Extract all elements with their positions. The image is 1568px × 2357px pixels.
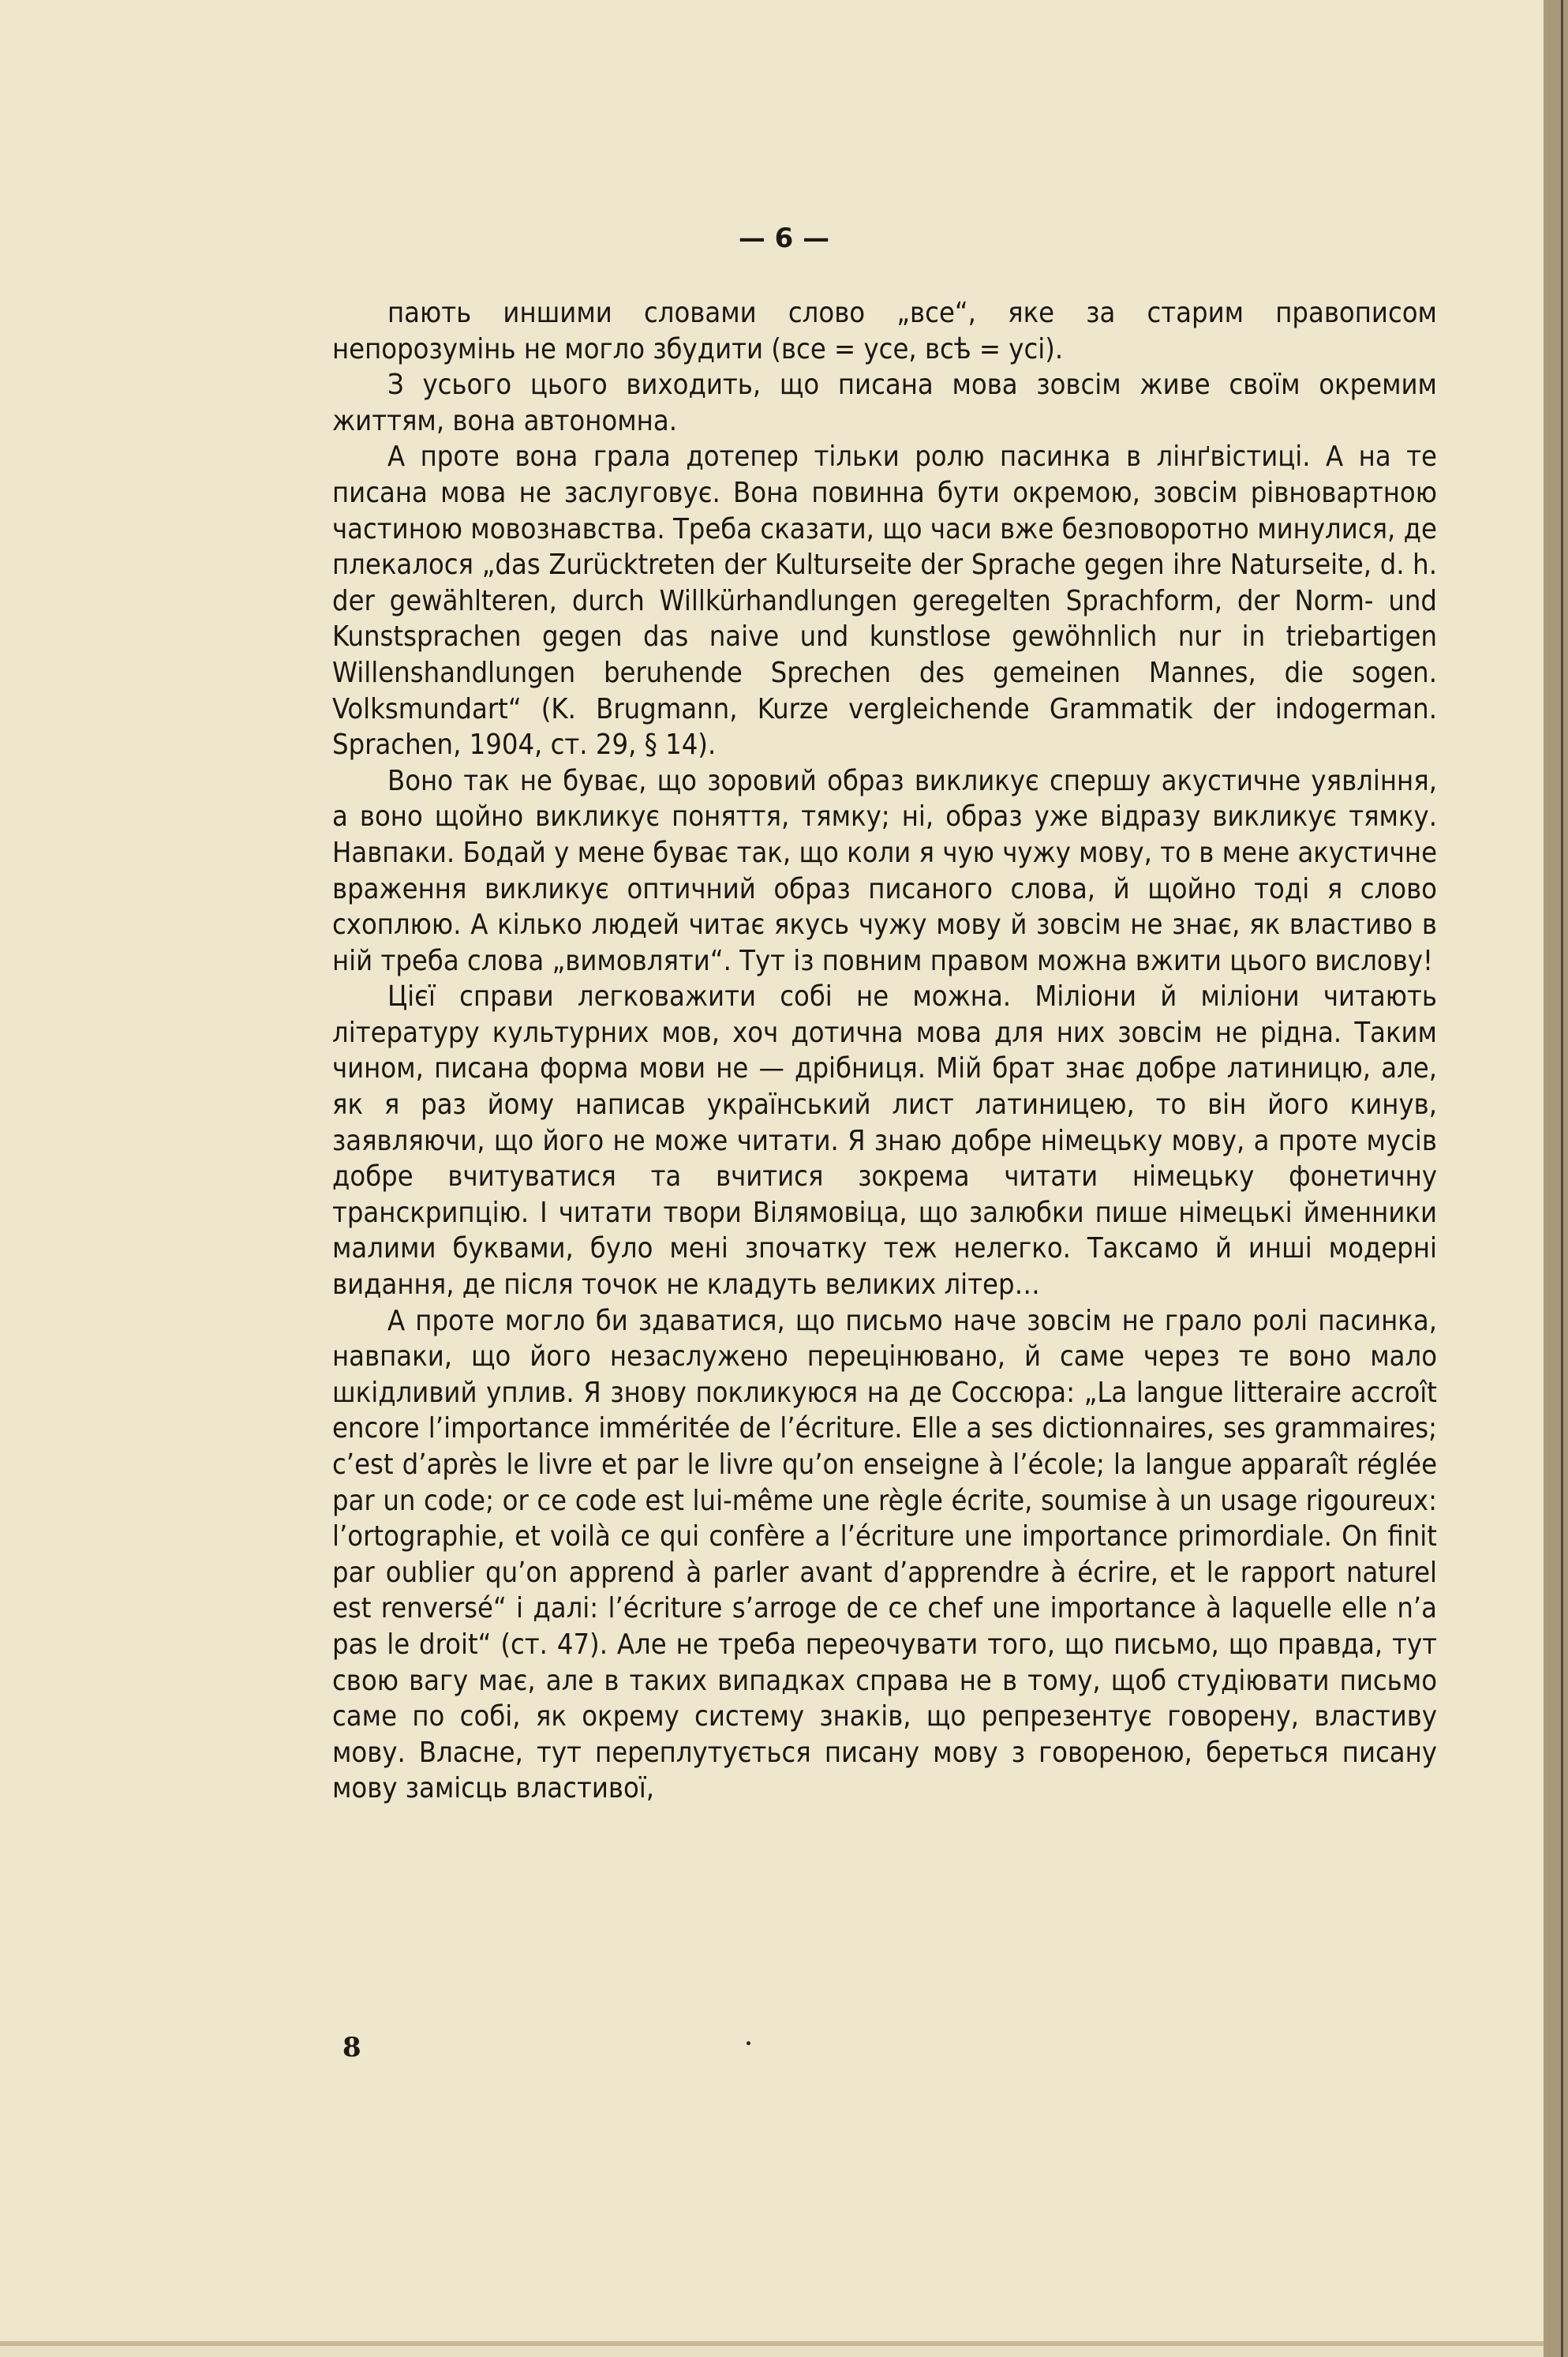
paragraph-6: А проте могло би здаватися, що письмо наче зовсім не грало ролі пасинка, навпаки, що його незаслужено перецінювано, й саме через те воно мало шкідливий уплив. Я знову покликуюся на де Соссюра: „La langue litteraire accroît encore l’importance imméritée de l’écriture. Elle a ses dictionnaires, ses grammaires; c’est d’après le livre et par le livre qu’on enseigne à l’école; la langue apparaît réglée par un code; or ce code est lui-même une règle écrite, soumise à un usage rigoureux: l’ortographie, et voilà ce qui confère a l’écriture une importance primordiale. On finit par oublier qu’on apprend à parler avant d’apprendre à écrire, et le rapport naturel est renversé“ і далі: l’écriture s’arroge de ce chef une importance à laquelle elle n’a pas le droit“ (ст. 47). Але не треба переочувати того, що письмо, що правда, тут свою вагу має, але в таких випадках справа не в тому, щоб студіювати письмо саме по собі, як окрему систему знаків, що репрезентує говорену, властиву мову. Власне, тут переплутується писану мову з говореною, береться писану мову замісць властивої, bbox=[332, 1304, 1437, 1805]
paragraph-3: А проте вона грала дотепер тільки ролю пасинка в лінґвістиці. А на те писана мова не заслуговує. Вона повинна бути окремою, зовсім рівновартною частиною мовознавства. Треба сказати, що часи вже безповоротно минулися, де плекалося „das Zurücktreten der Kulturseite der Sprache gegen ihre Naturseite, d. h. der gewählteren, durch Willkürhandlungen geregelten Sprachform, der Norm- und Kunstsprachen gegen das naive und kunstlose gewöhnlich nur in triebartigen Willenshandlungen beruhende Sprechen des gemeinen Mannes, die sogen. Volksmundart“ (K. Brugmann, Kurze vergleichende Grammatik der indogerman. Sprachen, 1904, ст. 29, § 14). bbox=[332, 440, 1437, 762]
book-spine bbox=[1544, 0, 1568, 2357]
ink-dot bbox=[747, 2041, 750, 2045]
paragraph-1: пають иншими словами слово „все“, яке за старим правописом непорозумінь не могло збудити (все = усе, всѣ = усі). bbox=[332, 297, 1437, 365]
paragraph-2: З усього цього виходить, що писана мова зовсім живе своїм окремим життям, вона автономна. bbox=[332, 369, 1437, 437]
signature-mark: 8 bbox=[342, 2032, 361, 2063]
body-text bbox=[332, 295, 1437, 1807]
spine-edge-line bbox=[1561, 0, 1563, 2357]
page-number-header: — 6 — bbox=[738, 223, 830, 254]
paragraph-4: Воно так не буває, що зоровий образ викликує спершу акустичне уявління, а воно щойно викликує поняття, тямку; ні, образ уже відразу викликує тямку. Навпаки. Бодай у мене буває так, що коли я чую чужу мову, то в мене акустичне враження викликує оптичний образ писаного слова, й щойно тоді я слово схоплюю. А кілько людей читає якусь чужу мову й зовсім не знає, як властиво в ній треба слова „вимовляти“. Тут із повним правом можна вжити цього вислову! bbox=[332, 764, 1437, 977]
paragraph-5: Цієї справи легковажити собі не можна. Міліони й міліони читають літературу культурних мов, хоч дотична мова для них зовсім не рідна. Таким чином, писана форма мови не — дрібниця. Мій брат знає добре латиницю, але, як я раз йому написав український лист латиницею, то він його кинув, заявляючи, що його не може читати. Я знаю добре німецьку мову, а проте мусів добре вчитуватися та вчитися зокрема читати німецьку фонетичну транскрипцію. І читати твори Вілямовіца, що залюбки пише німецькі йменники малими буквами, було мені зпочатку теж нелегко. Таксамо й инші модерні видання, де після точок не кладуть великих літер… bbox=[332, 980, 1437, 1302]
